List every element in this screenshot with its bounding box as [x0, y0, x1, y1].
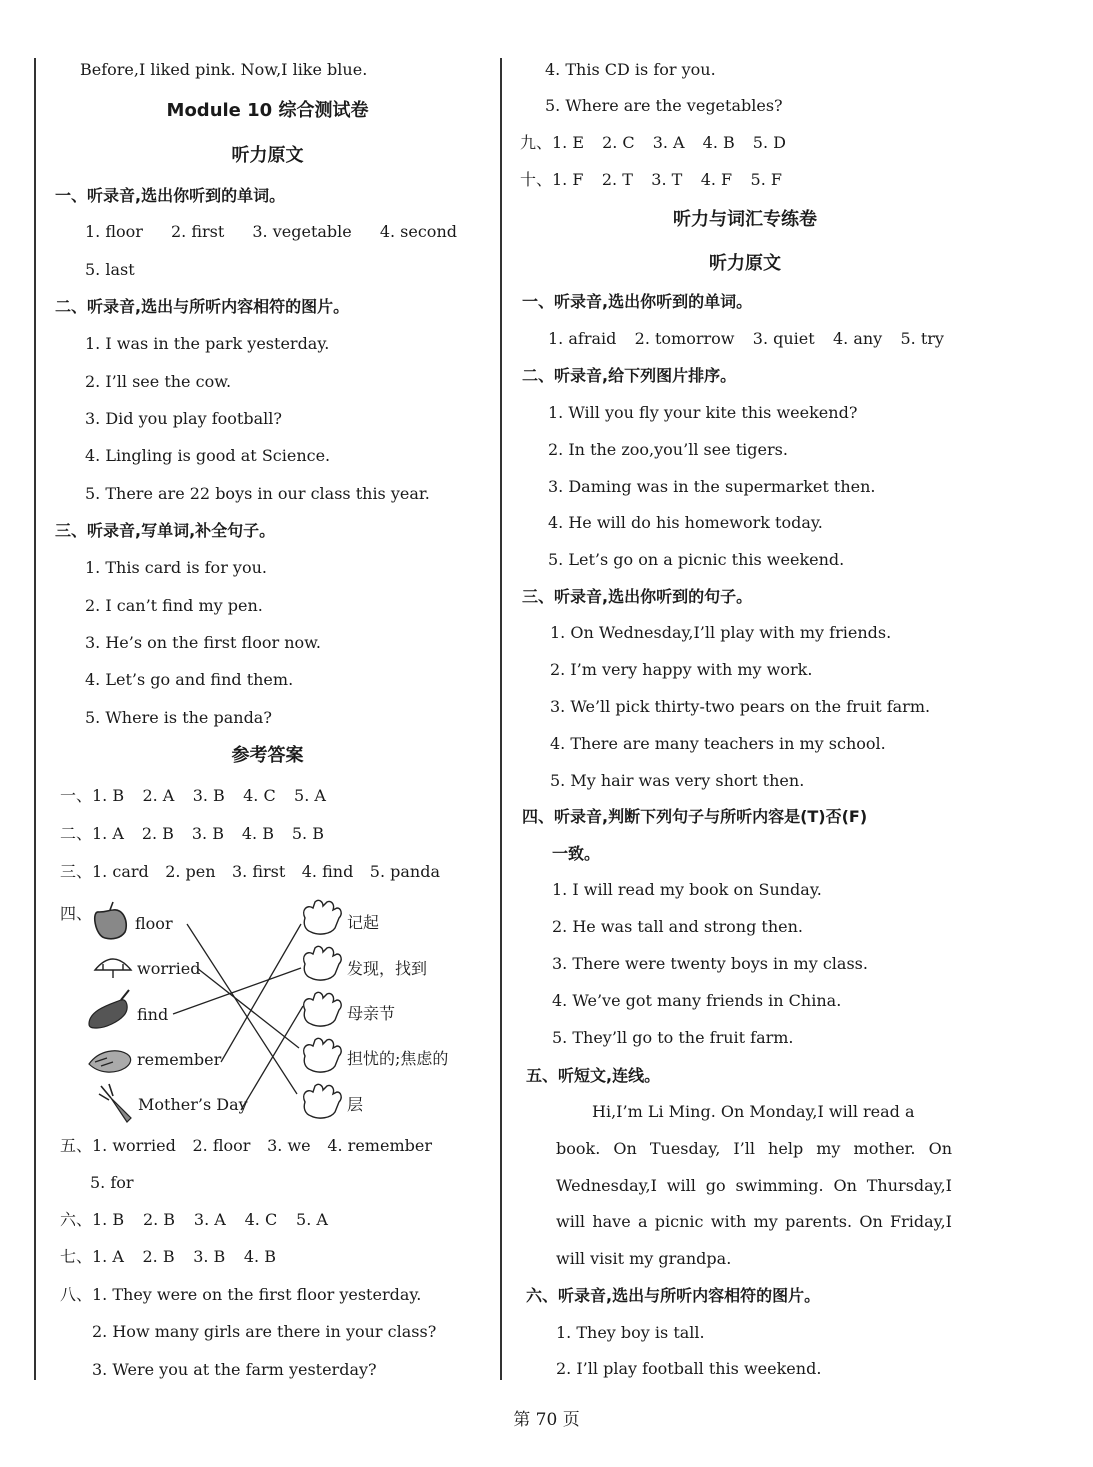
- answer-item: 八、1. They were on the first floor yesterday.: [60, 1285, 422, 1304]
- answer-item: 4. find: [301, 862, 354, 881]
- word-item: 3. vegetable: [252, 222, 352, 241]
- match-line: [197, 968, 299, 1048]
- previous-answer-line: Before,I liked pink. Now,I like blue.: [80, 60, 368, 79]
- list-item: 2. He was tall and strong then.: [552, 917, 803, 936]
- word-item: 5. last: [85, 260, 135, 279]
- answer-item: 二、1. A: [60, 824, 124, 843]
- passage-text: book. On Tuesday, I’ll help my mother. On: [556, 1139, 952, 1158]
- answer-item: 5. A: [296, 1210, 328, 1229]
- section-1-heading: 一、听录音,选出你听到的单词。: [522, 292, 753, 311]
- answer-item: 5. D: [752, 133, 786, 152]
- answer-item: 三、1. card: [60, 862, 149, 881]
- answer-item: 4. remember: [327, 1136, 432, 1155]
- answer-item: 4. B: [241, 824, 274, 843]
- hand-icon: [304, 946, 341, 980]
- word-item: 1. afraid: [548, 329, 617, 348]
- match-word: floor: [135, 914, 173, 933]
- answer-row-10: [520, 170, 782, 190]
- answer-item: 4. C: [244, 1210, 278, 1229]
- list-item: 2. I can’t find my pen.: [85, 596, 263, 615]
- answer-item: 4. B: [243, 1247, 276, 1266]
- answer-item: 2. How many girls are there in your class?: [92, 1322, 437, 1341]
- left-margin-rule: [34, 58, 36, 1380]
- list-item: 4. He will do his homework today.: [548, 513, 823, 532]
- answer-item: 3. T: [651, 170, 683, 189]
- carrot-icon: [99, 1084, 131, 1122]
- list-item: 3. Daming was in the supermarket then.: [548, 477, 876, 496]
- paper-title: 听力与词汇专练卷: [673, 209, 817, 230]
- list-item: 4. Lingling is good at Science.: [85, 446, 331, 465]
- hand-icon: [304, 992, 341, 1026]
- answer-item: 2. floor: [192, 1136, 251, 1155]
- match-word: Mother’s Day: [138, 1095, 248, 1114]
- answer-item: 3. A: [193, 1210, 226, 1229]
- answer-item: 3. B: [193, 1247, 226, 1266]
- match-word: find: [137, 1005, 169, 1024]
- eggplant-icon: [89, 990, 129, 1028]
- answer-item: 3. we: [267, 1136, 311, 1155]
- section-4-heading-cont: 一致。: [552, 844, 601, 863]
- answer-row-1: [60, 786, 326, 806]
- list-item: 3. There were twenty boys in my class.: [552, 954, 868, 973]
- passage-line: [556, 1212, 952, 1232]
- word-item: 1. floor: [85, 222, 143, 241]
- section-1-words: [548, 329, 944, 349]
- answer-item: 5. for: [90, 1173, 134, 1192]
- listening-text-title: 听力原文: [709, 253, 781, 274]
- answer-item: 4. C: [243, 786, 276, 805]
- answer-item: 2. B: [141, 824, 174, 843]
- answer-item: 五、1. worried: [60, 1136, 176, 1155]
- answer-item: 十、1. F: [520, 170, 584, 189]
- word-item: 2. first: [171, 222, 225, 241]
- answer-item: 5. panda: [369, 862, 440, 881]
- matching-drawing: [55, 898, 495, 1128]
- passage-line: [556, 1139, 952, 1159]
- fish-icon: [89, 1051, 131, 1072]
- hand-icon: [304, 900, 341, 934]
- module-title: Module 10 综合测试卷: [166, 100, 369, 121]
- pepper-icon: [95, 902, 127, 939]
- match-meaning: 发现，找到: [347, 959, 428, 978]
- answer-row-5: [60, 1136, 432, 1156]
- hand-icon: [304, 1038, 341, 1072]
- list-item: 1. I was in the park yesterday.: [85, 334, 330, 353]
- list-item: 1. They boy is tall.: [556, 1323, 705, 1342]
- section-2-heading: 二、听录音,选出与所听内容相符的图片。: [55, 297, 350, 316]
- answer-item: 5. Where are the vegetables?: [545, 96, 783, 115]
- matching-exercise: [55, 898, 495, 1128]
- list-item: 4. We’ve got many friends in China.: [552, 991, 842, 1010]
- list-item: 5. Let’s go on a picnic this weekend.: [548, 550, 845, 569]
- list-item: 5. There are 22 boys in our class this year.: [85, 484, 430, 503]
- match-meaning: 记起: [347, 913, 380, 932]
- answer-row-9: [520, 133, 786, 153]
- answer-item: 九、1. E: [520, 133, 585, 152]
- answer-row-6: [60, 1210, 328, 1230]
- list-item: 3. He’s on the first floor now.: [85, 633, 322, 652]
- section-3-heading: 三、听录音,写单词,补全句子。: [55, 521, 276, 540]
- list-item: 5. They’ll go to the fruit farm.: [552, 1028, 794, 1047]
- section-4-label: 四、: [60, 904, 93, 923]
- answer-item: 2. pen: [165, 862, 216, 881]
- answer-item: 4. This CD is for you.: [545, 60, 716, 79]
- page-number: 第 70 页: [513, 1410, 580, 1430]
- answer-item: 七、1. A: [60, 1247, 124, 1266]
- answer-item: 3. first: [232, 862, 286, 881]
- word-item: 5. try: [900, 329, 944, 348]
- match-word: worried: [137, 959, 201, 978]
- answer-item: 3. B: [192, 786, 225, 805]
- section-3-heading: 三、听录音,选出你听到的句子。: [522, 587, 753, 606]
- list-item: 2. In the zoo,you’ll see tigers.: [548, 440, 788, 459]
- list-item: 3. Did you play football?: [85, 409, 282, 428]
- list-item: 2. I’ll see the cow.: [85, 372, 232, 391]
- answer-item: 一、1. B: [60, 786, 125, 805]
- list-item: 1. This card is for you.: [85, 558, 267, 577]
- passage-text: will have a picnic with my parents. On Friday,I: [556, 1212, 952, 1231]
- hand-icon: [304, 1084, 341, 1118]
- list-item: 2. I’m very happy with my work.: [550, 660, 813, 679]
- answer-item: 5. F: [750, 170, 782, 189]
- section-4-heading: 四、听录音,判断下列句子与所听内容是(T)否(F): [522, 807, 868, 826]
- answer-item: 2. B: [142, 1210, 176, 1229]
- answer-item: 3. B: [191, 824, 224, 843]
- answer-item: 2. A: [142, 786, 175, 805]
- list-item: 1. On Wednesday,I’ll play with my friends.: [550, 623, 892, 642]
- listening-text-title: 听力原文: [231, 145, 304, 166]
- passage-text: Wednesday,I will go swimming. On Thursday,I: [556, 1176, 952, 1195]
- answer-row-2: [60, 824, 324, 844]
- section-6-heading: 六、听录音,选出与所听内容相符的图片。: [526, 1286, 821, 1305]
- answer-row-3: [60, 862, 440, 882]
- answer-item: 2. B: [142, 1247, 175, 1266]
- answer-item: 4. B: [702, 133, 735, 152]
- answer-item: 3. Were you at the farm yesterday?: [92, 1360, 377, 1379]
- list-item: 1. Will you fly your kite this weekend?: [548, 403, 858, 422]
- section-2-heading: 二、听录音,给下列图片排序。: [522, 366, 737, 385]
- word-item: 4. any: [832, 329, 883, 348]
- list-item: 4. Let’s go and find them.: [85, 670, 294, 689]
- answer-item: 4. F: [700, 170, 733, 189]
- answers-title: 参考答案: [231, 745, 304, 766]
- word-item: 3. quiet: [752, 329, 815, 348]
- section-1-words: [85, 222, 457, 242]
- answer-item: 2. C: [602, 133, 635, 152]
- answer-item: 2. T: [601, 170, 633, 189]
- answer-item: 5. B: [291, 824, 324, 843]
- match-word: remember: [137, 1050, 222, 1069]
- match-meaning: 担忧的;焦虑的: [347, 1049, 449, 1068]
- answer-item: 5. A: [294, 786, 326, 805]
- list-item: 4. There are many teachers in my school.: [550, 734, 886, 753]
- passage-line: Hi,I’m Li Ming. On Monday,I will read a: [592, 1102, 915, 1121]
- match-meaning: 母亲节: [347, 1004, 396, 1023]
- list-item: 3. We’ll pick thirty-two pears on the fruit farm.: [550, 697, 931, 716]
- section-5-heading: 五、听短文,连线。: [526, 1066, 661, 1085]
- answer-item: 3. A: [652, 133, 685, 152]
- list-item: 2. I’ll play football this weekend.: [556, 1359, 822, 1378]
- column-divider: [500, 58, 502, 1380]
- umbrella-icon: [95, 959, 131, 978]
- list-item: 5. Where is the panda?: [85, 708, 272, 727]
- list-item: 1. I will read my book on Sunday.: [552, 880, 822, 899]
- word-item: 4. second: [379, 222, 457, 241]
- list-item: 5. My hair was very short then.: [550, 771, 805, 790]
- answer-row-7: [60, 1247, 276, 1267]
- section-1-heading: 一、听录音,选出你听到的单词。: [55, 186, 286, 205]
- word-item: 2. tomorrow: [634, 329, 735, 348]
- passage-line: will visit my grandpa.: [556, 1249, 732, 1268]
- answer-item: 六、1. B: [60, 1210, 125, 1229]
- match-meaning: 层: [347, 1095, 364, 1114]
- passage-line: [556, 1176, 952, 1196]
